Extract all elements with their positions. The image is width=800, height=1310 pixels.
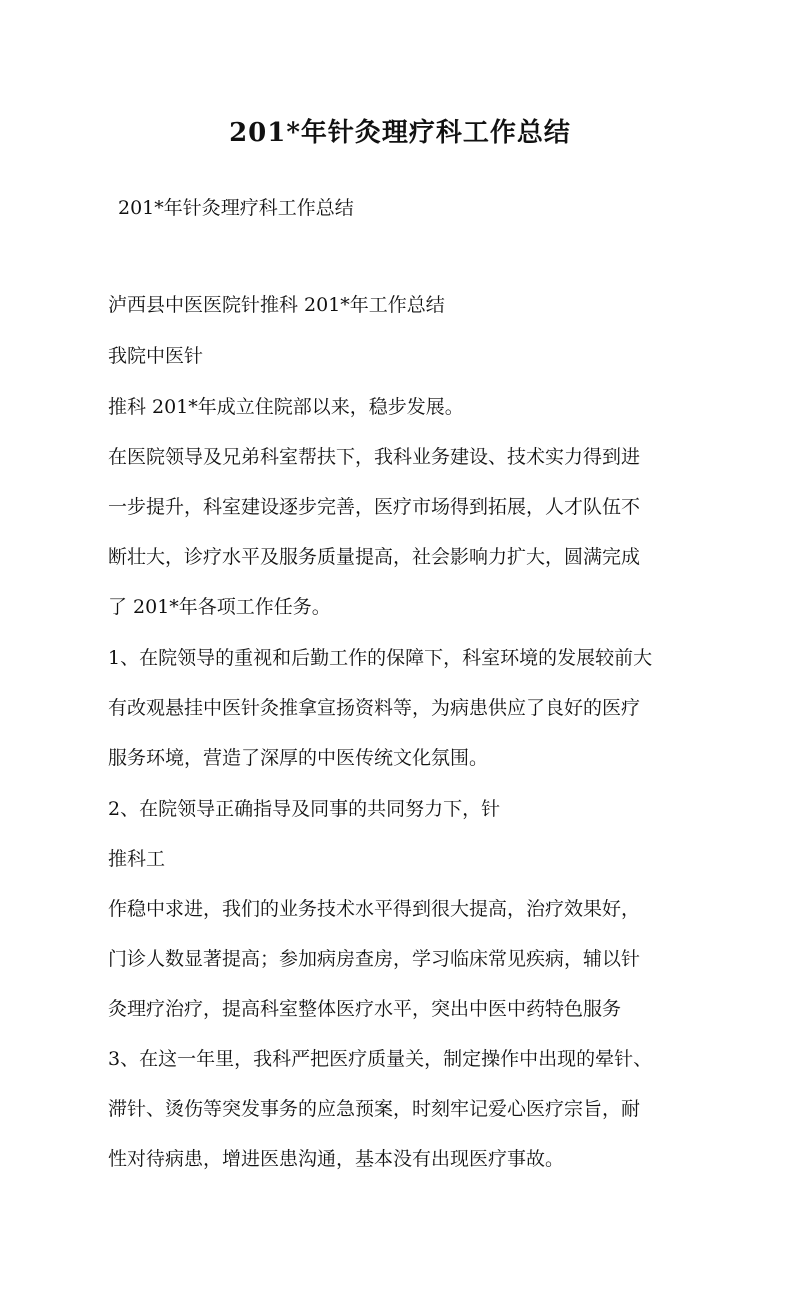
body-line: 一步提升，科室建设逐步完善，医疗市场得到拓展，人才队伍不 xyxy=(108,496,641,518)
body-line: 泸西县中医医院针推科 201*年工作总结 xyxy=(108,294,445,316)
body-line: 3、在这一年里，我科严把医疗质量关，制定操作中出现的晕针、 xyxy=(108,1048,653,1070)
body-line: 滞针、烫伤等突发事务的应急预案，时刻牢记爱心医疗宗旨，耐 xyxy=(108,1098,641,1120)
body-line: 2、在院领导正确指导及同事的共同努力下，针 xyxy=(108,798,501,820)
document-title: 201*年针灸理疗科工作总结 xyxy=(229,118,571,148)
body-line: 了 201*年各项工作任务。 xyxy=(108,596,331,618)
body-line: 1、在院领导的重视和后勤工作的保障下，科室环境的发展较前大 xyxy=(108,647,653,669)
body-line: 服务环境，营造了深厚的中医传统文化氛围。 xyxy=(108,747,489,769)
body-line: 灸理疗治疗，提高科室整体医疗水平，突出中医中药特色服务 xyxy=(108,998,622,1020)
body-line: 我院中医针 xyxy=(108,345,204,367)
body-line: 性对待病患，增进医患沟通，基本没有出现医疗事故。 xyxy=(108,1148,565,1170)
body-line: 在医院领导及兄弟科室帮扶下，我科业务建设、技术实力得到进 xyxy=(108,446,641,468)
body-line: 推科 201*年成立住院部以来，稳步发展。 xyxy=(108,396,464,418)
body-line: 断壮大，诊疗水平及服务质量提高，社会影响力扩大，圆满完成 xyxy=(108,546,641,568)
body-line: 作稳中求进，我们的业务技术水平得到很大提高，治疗效果好， xyxy=(108,898,641,920)
body-line: 门诊人数显著提高；参加病房查房，学习临床常见疾病，辅以针 xyxy=(108,948,641,970)
body-line: 推科工 xyxy=(108,848,166,870)
body-line: 有改观悬挂中医针灸推拿宣扬资料等，为病患供应了良好的医疗 xyxy=(108,697,641,719)
document-subtitle: 201*年针灸理疗科工作总结 xyxy=(118,197,354,219)
